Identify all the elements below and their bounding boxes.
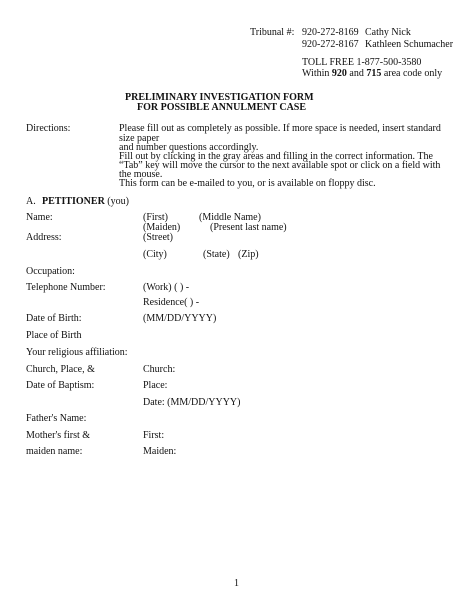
directions-line: Please fill out as completely as possible. If more space is needed, insert standard	[119, 123, 441, 134]
father-name-label: Father's Name:	[26, 413, 87, 424]
occupation-field[interactable]	[143, 264, 303, 276]
area-code-suffix: area code only	[381, 68, 443, 79]
directions-line: Fill out by clicking in the gray areas and filling in the correct information. The	[119, 151, 433, 162]
first-name-field[interactable]	[143, 209, 193, 221]
church-field[interactable]	[178, 362, 298, 374]
toll-free-number: TOLL FREE 1-877-500-3580	[302, 57, 422, 68]
baptism-place-field[interactable]	[172, 378, 292, 390]
work-phone-field[interactable]	[143, 280, 233, 292]
section-a-heading	[42, 196, 129, 208]
religion-label: Your religious affiliation:	[26, 347, 128, 358]
baptism-date-hint: Date: (MM/DD/YYYY)	[143, 397, 241, 408]
contact-name-1: Cathy Nick	[365, 27, 411, 38]
area-code-prefix: Within	[302, 68, 332, 79]
baptism-date-field[interactable]	[143, 395, 263, 407]
section-a-letter: A.	[26, 196, 36, 207]
mother-maiden-name-field[interactable]	[182, 444, 302, 456]
directions-line: and number questions accordingly.	[119, 142, 259, 153]
residence-phone-hint: Residence( ) -	[143, 297, 200, 308]
section-a-title-suffix: (you)	[104, 196, 129, 207]
zip-hint: (Zip)	[238, 249, 259, 260]
area-code-note	[302, 68, 442, 80]
occupation-label: Occupation:	[26, 266, 75, 277]
form-title-line-1: PRELIMINARY INVESTIGATION FORM	[125, 92, 314, 103]
city-field[interactable]	[143, 247, 198, 259]
address-label: Address:	[26, 232, 62, 243]
directions-line: size paper	[119, 133, 160, 144]
dob-field[interactable]	[143, 311, 218, 323]
dob-label: Date of Birth:	[26, 313, 82, 324]
area-code-and: and	[346, 68, 367, 79]
state-field[interactable]	[203, 247, 233, 259]
mother-label-line-1: Mother's first &	[26, 430, 91, 441]
tribunal-label: Tribunal #:	[250, 27, 295, 38]
area-code-920: 920	[331, 68, 347, 79]
work-phone-hint: (Work) ( ) -	[143, 282, 190, 293]
present-last-name-hint: (Present last name)	[210, 222, 287, 233]
state-hint: (State)	[203, 249, 230, 260]
middle-name-hint: (Middle Name)	[199, 212, 261, 223]
middle-name-field[interactable]	[199, 209, 269, 221]
church-label: Church:	[143, 364, 176, 375]
name-label: Name:	[26, 212, 53, 223]
contact-phone-2: 920-272-8167	[302, 39, 359, 50]
baptism-label: Date of Baptism:	[26, 380, 95, 391]
zip-field[interactable]	[238, 247, 268, 259]
telephone-label: Telephone Number:	[26, 282, 106, 293]
mother-maiden-label: Maiden:	[143, 446, 177, 457]
residence-phone-field[interactable]	[143, 295, 233, 307]
contact-phone-1: 920-272-8169	[302, 27, 359, 38]
mother-first-label: First:	[143, 430, 165, 441]
pob-field[interactable]	[143, 328, 303, 340]
directions-line: This form can be e-mailed to you, or is available on floppy disc.	[119, 178, 376, 189]
church-place-label: Church, Place, &	[26, 364, 95, 375]
mother-label-line-2: maiden name:	[26, 446, 83, 457]
mother-first-name-field[interactable]	[170, 428, 290, 440]
directions-line: the mouse.	[119, 169, 163, 180]
directions-line: “Tab” key will move the cursor to the next available spot or click on a field with	[119, 160, 441, 171]
area-code-715: 715	[366, 68, 382, 79]
street-hint: (Street)	[143, 232, 173, 243]
first-name-hint: (First)	[143, 212, 168, 223]
father-name-field[interactable]	[143, 411, 303, 423]
place-label: Place:	[143, 380, 168, 391]
maiden-name-hint: (Maiden)	[143, 222, 181, 233]
street-field[interactable]	[143, 230, 233, 242]
directions-label: Directions:	[26, 123, 71, 134]
religion-field[interactable]	[143, 345, 303, 357]
city-hint: (City)	[143, 249, 167, 260]
pob-label: Place of Birth	[26, 330, 82, 341]
form-title-line-2: FOR POSSIBLE ANNULMENT CASE	[137, 102, 307, 113]
section-a-title: PETITIONER	[42, 196, 105, 207]
dob-format-hint: (MM/DD/YYYY)	[143, 313, 217, 324]
page-number: 1	[234, 578, 239, 589]
contact-name-2: Kathleen Schumacher	[365, 39, 454, 50]
